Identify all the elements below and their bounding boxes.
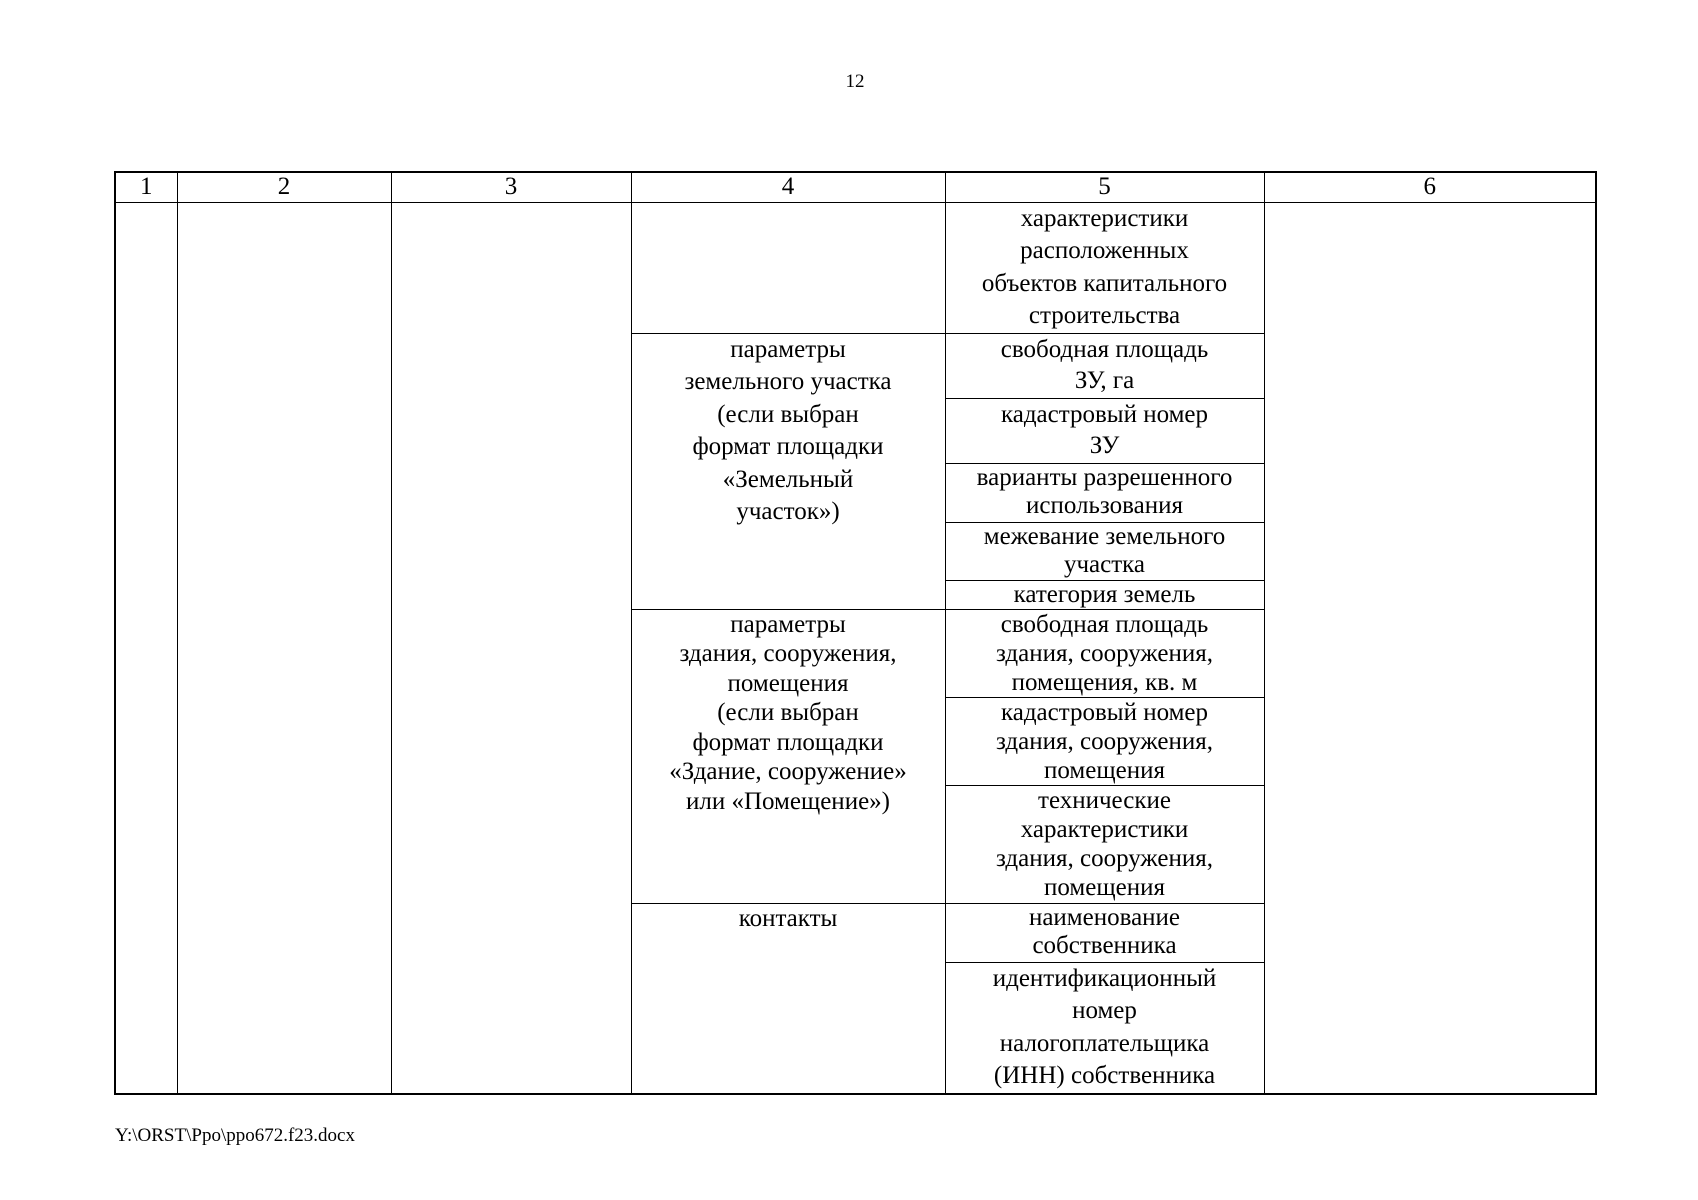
parameters-table xyxy=(114,171,1597,1095)
column-6-cell xyxy=(1264,202,1596,1094)
parameter-cell: категория земель xyxy=(945,580,1264,609)
parameter-cell: идентификационный номер налогоплательщика (ИНН) собственника xyxy=(945,962,1264,1094)
column-header-4: 4 xyxy=(631,172,945,202)
parameter-cell: кадастровый номер ЗУ xyxy=(945,398,1264,463)
parameter-cell: технические характеристики здания, сооружения, помещения xyxy=(945,785,1264,903)
parameter-cell: свободная площадь здания, сооружения, помещения, кв. м xyxy=(945,609,1264,697)
footer-file-path: Y:\ORST\Ppo\ppo672.f23.docx xyxy=(115,1125,355,1146)
parameter-cell: кадастровый номер здания, сооружения, помещения xyxy=(945,697,1264,785)
column-header-3: 3 xyxy=(391,172,631,202)
column-3-cell xyxy=(391,202,631,1094)
column-header-2: 2 xyxy=(177,172,391,202)
column-2-cell xyxy=(177,202,391,1094)
parameter-cell: наименование собственника xyxy=(945,903,1264,962)
group-label-contacts: контакты xyxy=(631,903,945,1094)
parameter-cell: свободная площадь ЗУ, га xyxy=(945,333,1264,398)
parameter-cell: межевание земельного участка xyxy=(945,522,1264,580)
table-row xyxy=(115,202,1596,333)
page-number: 12 xyxy=(845,71,865,92)
group-label-empty xyxy=(631,202,945,333)
parameter-cell: характеристики расположенных объектов капитального строительства xyxy=(945,202,1264,333)
group-label-land-plot: параметры земельного участка (если выбран формат площадки «Земельный участок») xyxy=(631,333,945,609)
column-1-cell xyxy=(115,202,177,1094)
parameter-cell: варианты разрешенного использования xyxy=(945,463,1264,522)
group-label-building: параметры здания, сооружения, помещения (если выбран формат площадки «Здание, сооружение» или «Помещение») xyxy=(631,609,945,903)
table-header-row xyxy=(115,172,1596,202)
column-header-1: 1 xyxy=(115,172,177,202)
column-header-5: 5 xyxy=(945,172,1264,202)
column-header-6: 6 xyxy=(1264,172,1596,202)
